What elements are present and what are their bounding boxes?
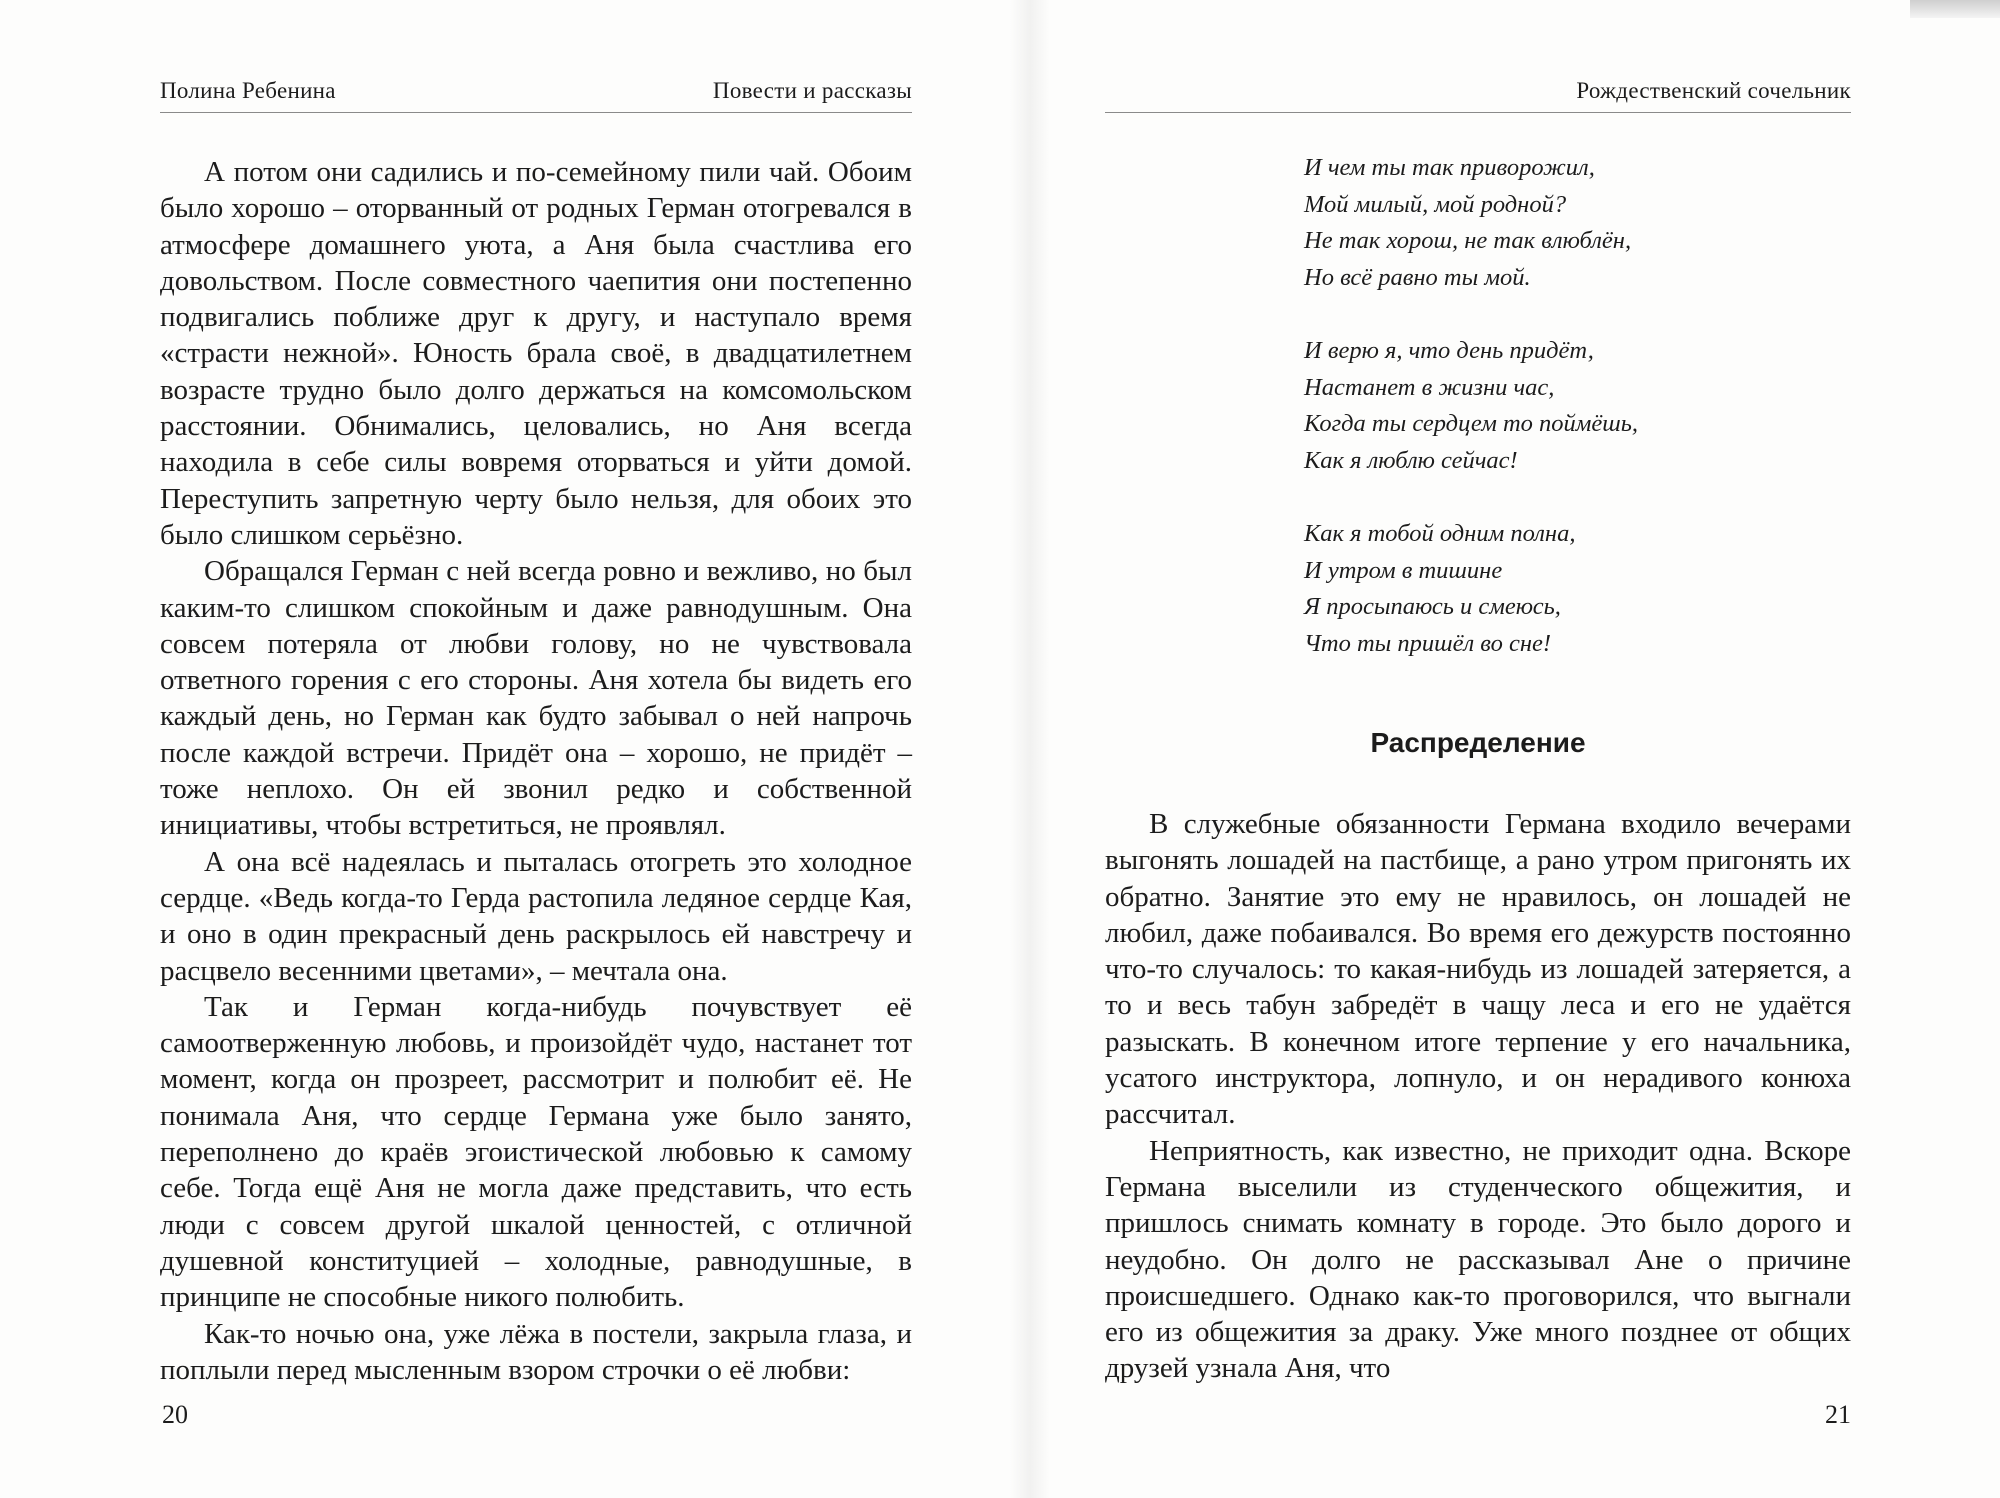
author-name: Полина Ребенина	[160, 78, 336, 103]
book-gutter	[1010, 0, 1050, 1498]
paragraph: Как-то ночью она, уже лёжа в постели, закрыла глаза, и поплыли перед мысленным взором строчки о её любви:	[160, 1317, 912, 1386]
right-running-head	[1105, 78, 1851, 114]
header-rule	[160, 112, 912, 113]
paragraph: Обращался Герман с ней всегда ровно и вежливо, но был каким-то слишком спокойным и даже равнодушным. Она совсем потеряла от любви голову, но не чувствовала ответного горения с его стороны. Аня хотела бы видеть его каждый день, но Герман как будто забывал о ней напрочь после каждой встречи. Придёт она – хорошо, не придёт – тоже неплохо. Он ей звонил редко и собственной инициативы, чтобы встретиться, не проявлял.	[160, 555, 912, 842]
section-title: Рождественский сочельник	[1576, 78, 1851, 103]
poem-line: И утром в тишине	[1304, 556, 1503, 584]
left-running-head	[160, 78, 912, 114]
header-rule	[1105, 112, 1851, 113]
paragraph: Так и Герман когда-нибудь почувствует её самоотверженную любовь, и произойдёт чудо, настанет тот момент, когда он прозреет, рассмотрит и полюбит её. Не понимала Аня, что сердце Германа уже было занято, переполнено до краёв эгоистической любовью к самому себе. Тогда ещё Аня не могла даже представить, что есть люди с совсем другой шкалой ценностей, с отличной душевной конституцией – холодные, равнодушные, в принципе не способные никого полюбить.	[160, 990, 912, 1314]
poem-line: Что ты пришёл во сне!	[1304, 629, 1552, 657]
chapter-heading: Распределение	[1370, 727, 1586, 758]
right-body-text	[1105, 806, 1851, 1387]
page-number: 20	[162, 1400, 188, 1429]
book-title: Повести и рассказы	[712, 78, 912, 103]
paragraph: А она всё надеялась и пыталась отогреть это холодное сердце. «Ведь когда-то Герда растопила ледяное сердце Кая, и оно в один прекрасный день раскрылось ей навстречу и расцвело весенними цветами», – мечтала она.	[160, 845, 912, 987]
poem-line: Настанет в жизни час,	[1304, 373, 1555, 401]
poem-line: Но всё равно ты мой.	[1304, 263, 1531, 291]
paragraph: А потом они садились и по-семейному пили чай. Обоим было хорошо – оторванный от родных Герман отогревался в атмосфере домашнего уюта, а Аня была счастлива его довольством. После совместного чаепития они постепенно подвигались поближе друг к другу, и наступало время «страсти нежной». Юность брала своё, в двадцатилетнем возрасте трудно было долго держаться на комсомольском расстоянии. Обнимались, целовались, но Аня всегда находила в себе силы вовремя оторваться и уйти домой. Переступить запретную черту было нельзя, для обоих это было слишком серьёзно.	[160, 156, 912, 551]
left-page	[160, 0, 912, 1498]
paragraph: В служебные обязанности Германа входило вечерами выгонять лошадей на пастбище, а рано утром пригонять их обратно. Занятие это ему не нравилось, он лошадей не любил, даже побаивался. Во время его дежурств постоянно что-то случалось: то какая-нибудь из лошадей затеряется, а то и весь табун забредёт в чащу леса и его не удаётся разыскать. В конечном итоге терпение у его начальника, усатого инструктора, лопнуло, и он нерадивого конюха рассчитал.	[1105, 808, 1851, 1131]
poem	[1304, 150, 1638, 699]
poem-line: Мой милый, мой родной?	[1304, 190, 1567, 218]
poem-stanza	[1304, 333, 1638, 479]
scan-edge-shadow	[1910, 0, 2000, 18]
poem-line: Как я люблю сейчас!	[1304, 446, 1518, 474]
poem-line: Когда ты сердцем то поймёшь,	[1304, 410, 1639, 438]
poem-stanza	[1304, 516, 1638, 662]
poem-stanza	[1304, 150, 1638, 296]
poem-line: Я просыпаюсь и смеюсь,	[1304, 593, 1561, 621]
page-number: 21	[1825, 1400, 1851, 1429]
poem-line: Не так хорош, не так влюблён,	[1304, 227, 1632, 255]
poem-line: И чем ты так приворожил,	[1304, 154, 1595, 181]
right-page	[1105, 0, 1851, 1498]
paragraph: Неприятность, как известно, не приходит одна. Вскоре Германа выселили из студенческого общежития, и пришлось снимать комнату в городе. Это было дорого и неудобно. Он долго не рассказывал Ане о причине происшедшего. Однако как-то проговорился, что выгнали его из общежития за драку. Уже много позднее от общих друзей узнала Аня, что	[1105, 1134, 1851, 1385]
poem-line: Как я тобой одним полна,	[1304, 519, 1576, 547]
left-body-text	[160, 154, 912, 1388]
poem-line: И верю я, что день придёт,	[1304, 336, 1594, 364]
